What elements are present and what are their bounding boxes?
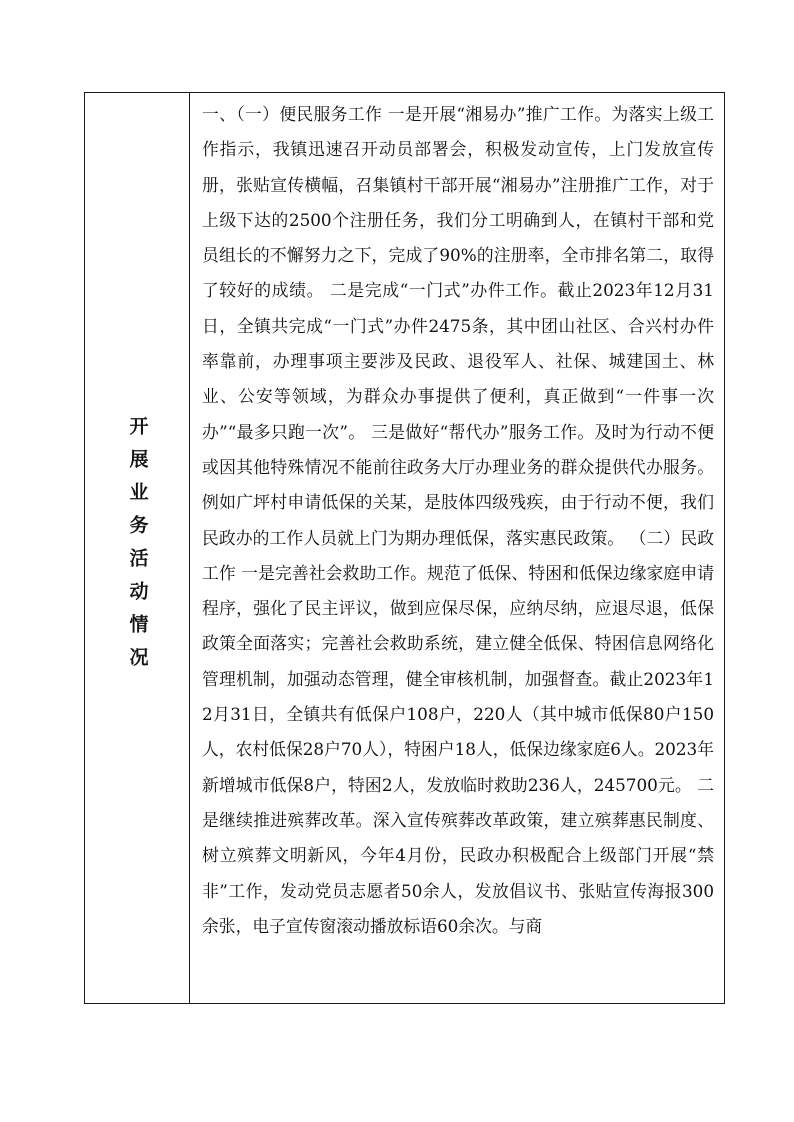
work-report-text: 一、（一）便民服务工作 一是开展“湘易办”推广工作。为落实上级工作指示，我镇迅速召开动员部署会，积极发动宣传，上门发放宣传册，张贴宣传横幅，召集镇村干部开展“湘易办”注册推广工作，对于上级下达的2500个注册任务，我们分工明确到人，在镇村干部和党员组长的不懈努力之下，完成了90%的注册率，全市排名第二，取得了较好的成绩。 二是完成“一门式”办件工作。截止2023年12月31日，全镇共完成“一门式”办件2475条，其中团山社区、合兴村办件率靠前，办理事项主要涉及民政、退役军人、社保、城建国土、林业、公安等领域，为群众办事提供了便利，真正做到“一件事一次办”“最多只跑一次”。 三是做好“帮代办”服务工作。及时为行动不便或因其他特殊情况不能前往政务大厅办理业务的群众提供代办服务。例如广坪村申请低保的关某，是肢体四级残疾，由于行动不便，我们民政办的工作人员就上门为期办理低保，落实惠民政策。 （二）民政工作 一是完善社会救助工作。规范了低保、特困和低保边缘家庭申请程序，强化了民主评议，做到应保尽保，应纳尽纳，应退尽退，低保政策全面落实；完善社会救助系统，建立健全低保、特困信息网络化管理机制，加强动态管理，健全审核机制，加强督查。截止2023年12月31日，全镇共有低保户108户，220人（其中城市低保80户150人，农村低保28户70人），特困户18人，低保边缘家庭6人。2023年新增城市低保8户，特困2人，发放临时救助236人，245700元。 二是继续推进殡葬改革。深入宣传殡葬改革政策，建立殡葬惠民制度、树立殡葬文明新风，今年4月份，民政办积极配合上级部门开展“禁非”工作，发动党员志愿者50余人，发放倡议书、张贴宣传海报300余张，电子宣传窗滚动播放标语60余次。与商 — [202, 104, 714, 936]
report-table — [84, 92, 725, 1004]
row-label-cell — [85, 93, 190, 1003]
row-label: 开展业务活动情况 — [126, 416, 149, 680]
content-cell — [190, 93, 724, 1003]
